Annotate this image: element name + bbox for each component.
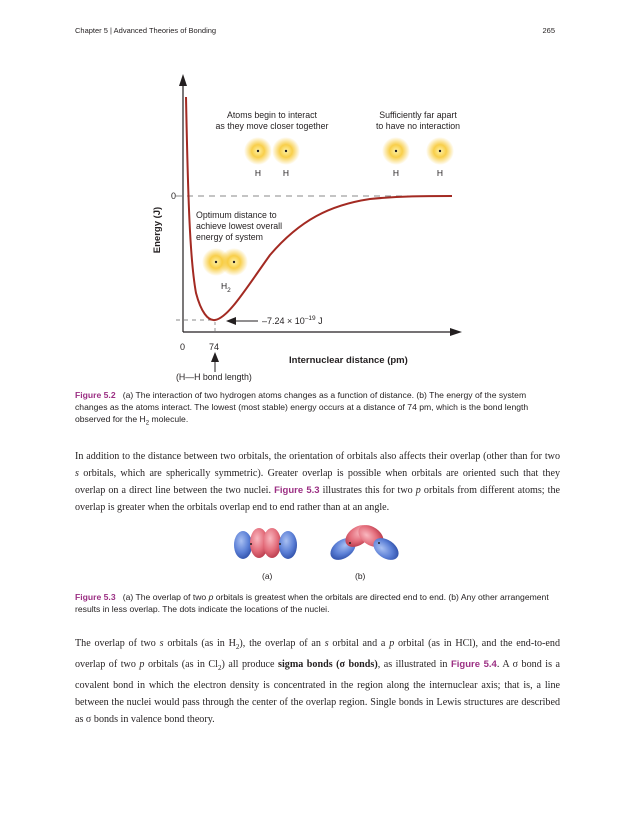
x-zero-tick-label: 0 (180, 342, 186, 352)
figure-5-3-label-b: (b) (355, 571, 366, 581)
nucleus-dot (439, 150, 441, 152)
para2-text: orbital and a (328, 638, 390, 649)
caption-5-2-subscript: 2 (145, 420, 150, 427)
h-label: H (436, 168, 444, 178)
min-energy-arrowhead (226, 317, 236, 325)
caption-5-2-text-end: molecule. (149, 414, 189, 424)
para1-italic-s: s (75, 468, 79, 479)
end-to-end-overlap (234, 528, 297, 559)
h2-label-base: H (221, 281, 228, 291)
para2-italic: s (324, 638, 329, 649)
para2-text: The overlap of two (75, 638, 160, 649)
angled-overlap (326, 522, 402, 564)
blue-lobe (279, 531, 297, 559)
bond-length-arrowhead (211, 352, 219, 362)
figure-5-3-label: Figure 5.3 (75, 592, 116, 602)
para2-italic: s (159, 638, 164, 649)
para2-text: , as illustrated in (377, 659, 451, 671)
h-label: H (282, 168, 290, 178)
para2-subscript: 2 (235, 643, 240, 652)
nucleus-dot (257, 150, 259, 152)
page-number: 265 (542, 26, 555, 35)
figure-5-4-link[interactable]: Figure 5.4 (450, 659, 497, 671)
figure-5-3-p-orbital-overlap (230, 522, 405, 584)
para2-subscript: 2 (217, 664, 222, 673)
nucleus-dot (215, 261, 217, 263)
nucleus-dot (279, 543, 281, 545)
nucleus-dot (285, 150, 287, 152)
caption-5-3-text: (a) The overlap of two (122, 592, 209, 602)
h-label: H (254, 168, 262, 178)
min-energy-exponent: –19 (304, 315, 316, 322)
optimum-annotation-line1: Optimum distance to (196, 210, 277, 220)
interact-annotation-line2: as they move closer together (215, 121, 329, 131)
paragraph-orbital-orientation (75, 448, 560, 516)
figure-5-2-label: Figure 5.2 (75, 390, 116, 400)
bond-length-note: (H—H bond length) (176, 372, 252, 382)
min-energy-prefix: –7.24 × 10 (262, 316, 305, 326)
optimum-annotation-line2: achieve lowest overall (196, 221, 283, 231)
nucleus-dot (233, 261, 235, 263)
para2-text: orbitals (as in Cl (144, 659, 218, 671)
nucleus-dot (395, 150, 397, 152)
para2-text: orbitals (as in H (163, 638, 236, 649)
figure-5-3-link[interactable]: Figure 5.3 (274, 485, 320, 496)
figure-5-3-label-a: (a) (262, 571, 273, 581)
interact-annotation-line1: Atoms begin to interact (227, 110, 317, 120)
para1-text: In addition to the distance between two orbitals, the orientation of orbitals also affects their overlap (other than for two (75, 451, 560, 462)
h2-label-subscript: 2 (227, 287, 231, 294)
sigma-bonds-term: sigma bonds (σ bonds) (278, 659, 378, 671)
h-label: H (392, 168, 400, 178)
min-energy-label (262, 315, 323, 326)
para2-text: . A σ bond is a covalent bond in which the electron density is concentrated in the region along the internuclear axis; that is, a line between the nuclei would pass through the center of the overlap region. Single bonds in Lewis structures are described as σ bonds in valence bond theory. (75, 659, 561, 726)
optimum-annotation-line3: energy of system (196, 232, 263, 242)
blue-lobe (234, 531, 252, 559)
para1-text: illustrates this for two (319, 485, 416, 496)
figure-5-3-caption (75, 591, 560, 615)
x-74-tick-label: 74 (209, 342, 220, 352)
para2-text: ), the overlap of an (239, 638, 325, 649)
x-axis-label: Internuclear distance (pm) (289, 355, 408, 366)
y-axis-arrow (179, 74, 187, 86)
nucleus-dot (349, 542, 351, 544)
nucleus-dot (250, 543, 252, 545)
min-energy-unit: J (315, 316, 323, 326)
para2-text: ) all produce (221, 659, 279, 671)
nucleus-dot (378, 542, 380, 544)
para2-italic: p (139, 659, 145, 671)
caption-5-3-text: orbitals is greatest when the orbitals are directed end to end. (b) Any other arrangement results in less overlap. The dots indicate the locations of the nuclei. (75, 592, 549, 614)
figure-5-2-energy-diagram (0, 0, 630, 390)
red-lobe (263, 528, 281, 558)
caption-5-3-italic-p: p (208, 592, 214, 602)
caption-5-2-text: (a) The interaction of two hydrogen atoms changes as a function of distance. (b) The energy of the system changes as the atoms interact. The lowest (most stable) energy occurs at a distance of 74 pm, which is the bond length observed for the H (75, 390, 529, 424)
x-axis-arrow (450, 328, 462, 336)
h2-label (221, 281, 231, 294)
para1-italic-p: p (415, 485, 421, 496)
figure-5-2-caption (75, 389, 560, 430)
para2-text: orbital (as in HCl), and the end-to-end overlap of two (75, 638, 560, 671)
far-annotation-line2: to have no interaction (375, 121, 461, 131)
far-annotation-line1: Sufficiently far apart (379, 110, 457, 120)
y-axis-label: Energy (J) (152, 206, 163, 254)
para1-text: orbitals from different atoms; the overlap is greater when the orbitals overlap end to end rather than at an angle. (75, 485, 561, 513)
paragraph-sigma-bonds (75, 635, 560, 728)
para1-text: orbitals, which are spherically symmetric). Greater overlap is possible when orbitals are oriented such that they overlap on a direct line between the two nuclei. (75, 468, 560, 496)
y-zero-tick-label: 0 (171, 191, 177, 201)
chapter-title: Chapter 5 | Advanced Theories of Bonding (75, 26, 217, 35)
para2-italic: p (389, 638, 395, 649)
